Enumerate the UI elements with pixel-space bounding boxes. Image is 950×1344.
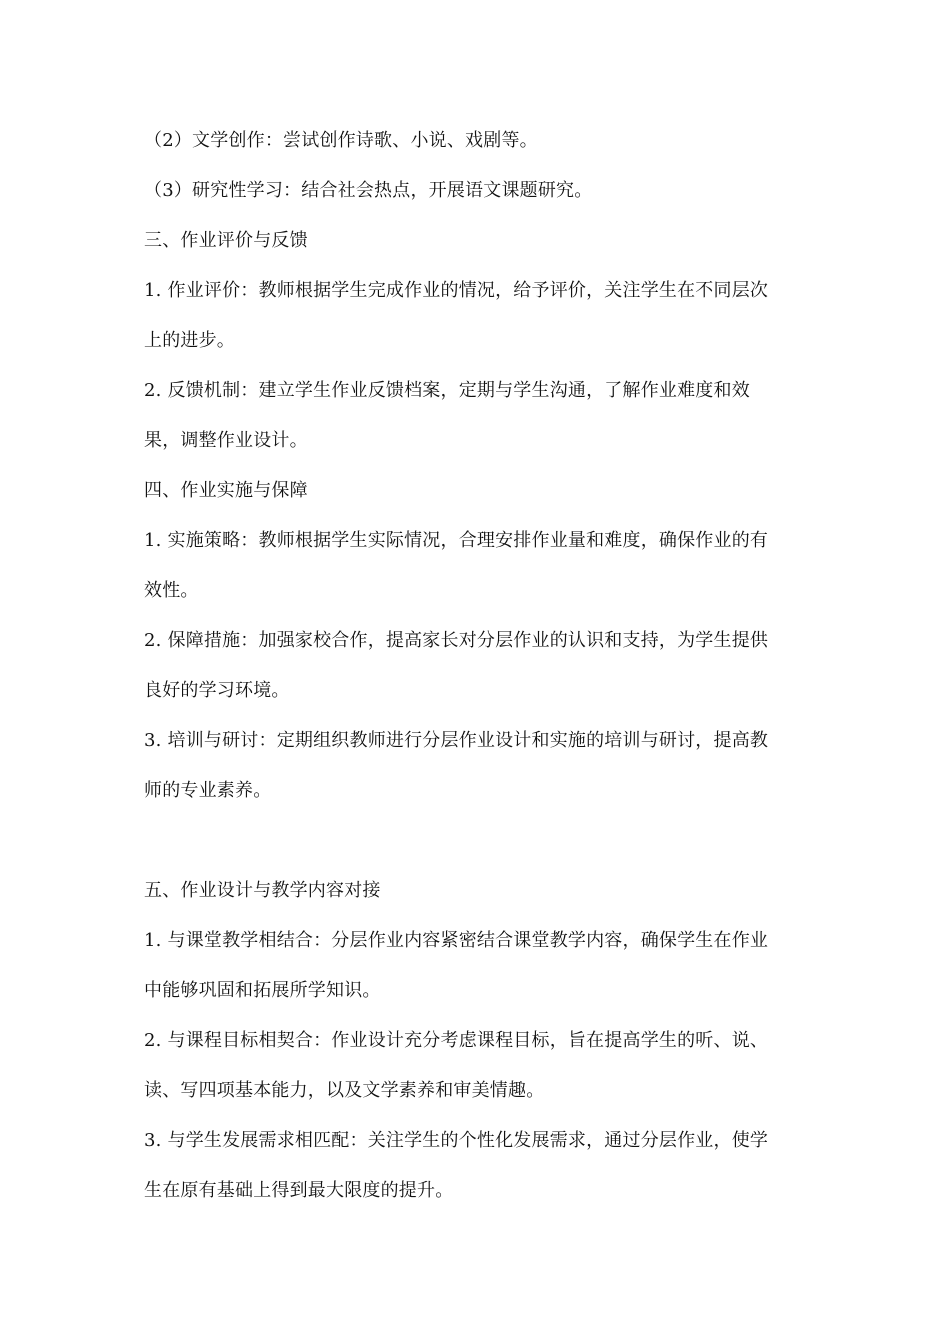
paragraph-classroom-integration: 1. 与课堂教学相结合：分层作业内容紧密结合课堂教学内容，确保学生在作业 — [144, 930, 769, 951]
paragraph-course-objectives-cont: 读、写四项基本能力，以及文学素养和审美情趣。 — [144, 1080, 545, 1101]
list-item-literary-creation: （2）文学创作：尝试创作诗歌、小说、戏剧等。 — [144, 130, 538, 151]
section-heading-implementation-support: 四、作业实施与保障 — [144, 480, 308, 501]
list-item-research-learning: （3）研究性学习：结合社会热点，开展语文课题研究。 — [144, 180, 593, 201]
paragraph-homework-evaluation-cont: 上的进步。 — [144, 330, 235, 351]
paragraph-implementation-strategy: 1. 实施策略：教师根据学生实际情况，合理安排作业量和难度，确保作业的有 — [144, 530, 769, 551]
paragraph-support-measures: 2. 保障措施：加强家校合作，提高家长对分层作业的认识和支持，为学生提供 — [144, 630, 769, 651]
paragraph-classroom-integration-cont: 中能够巩固和拓展所学知识。 — [144, 980, 381, 1001]
paragraph-implementation-strategy-cont: 效性。 — [144, 580, 199, 601]
paragraph-student-needs: 3. 与学生发展需求相匹配：关注学生的个性化发展需求，通过分层作业，使学 — [144, 1130, 769, 1151]
section-gap — [144, 816, 806, 866]
section-heading-teaching-alignment: 五、作业设计与教学内容对接 — [144, 880, 381, 901]
document-body — [144, 116, 806, 1216]
paragraph-feedback-mechanism: 2. 反馈机制：建立学生作业反馈档案，定期与学生沟通，了解作业难度和效 — [144, 380, 750, 401]
paragraph-course-objectives: 2. 与课程目标相契合：作业设计充分考虑课程目标，旨在提高学生的听、说、 — [144, 1030, 769, 1051]
paragraph-homework-evaluation: 1. 作业评价：教师根据学生完成作业的情况，给予评价，关注学生在不同层次 — [144, 280, 769, 301]
paragraph-student-needs-cont: 生在原有基础上得到最大限度的提升。 — [144, 1180, 454, 1201]
paragraph-training-research-cont: 师的专业素养。 — [144, 780, 272, 801]
paragraph-training-research: 3. 培训与研讨：定期组织教师进行分层作业设计和实施的培训与研讨，提高教 — [144, 730, 769, 751]
paragraph-feedback-mechanism-cont: 果，调整作业设计。 — [144, 430, 308, 451]
section-heading-evaluation-feedback: 三、作业评价与反馈 — [144, 230, 308, 251]
paragraph-support-measures-cont: 良好的学习环境。 — [144, 680, 290, 701]
